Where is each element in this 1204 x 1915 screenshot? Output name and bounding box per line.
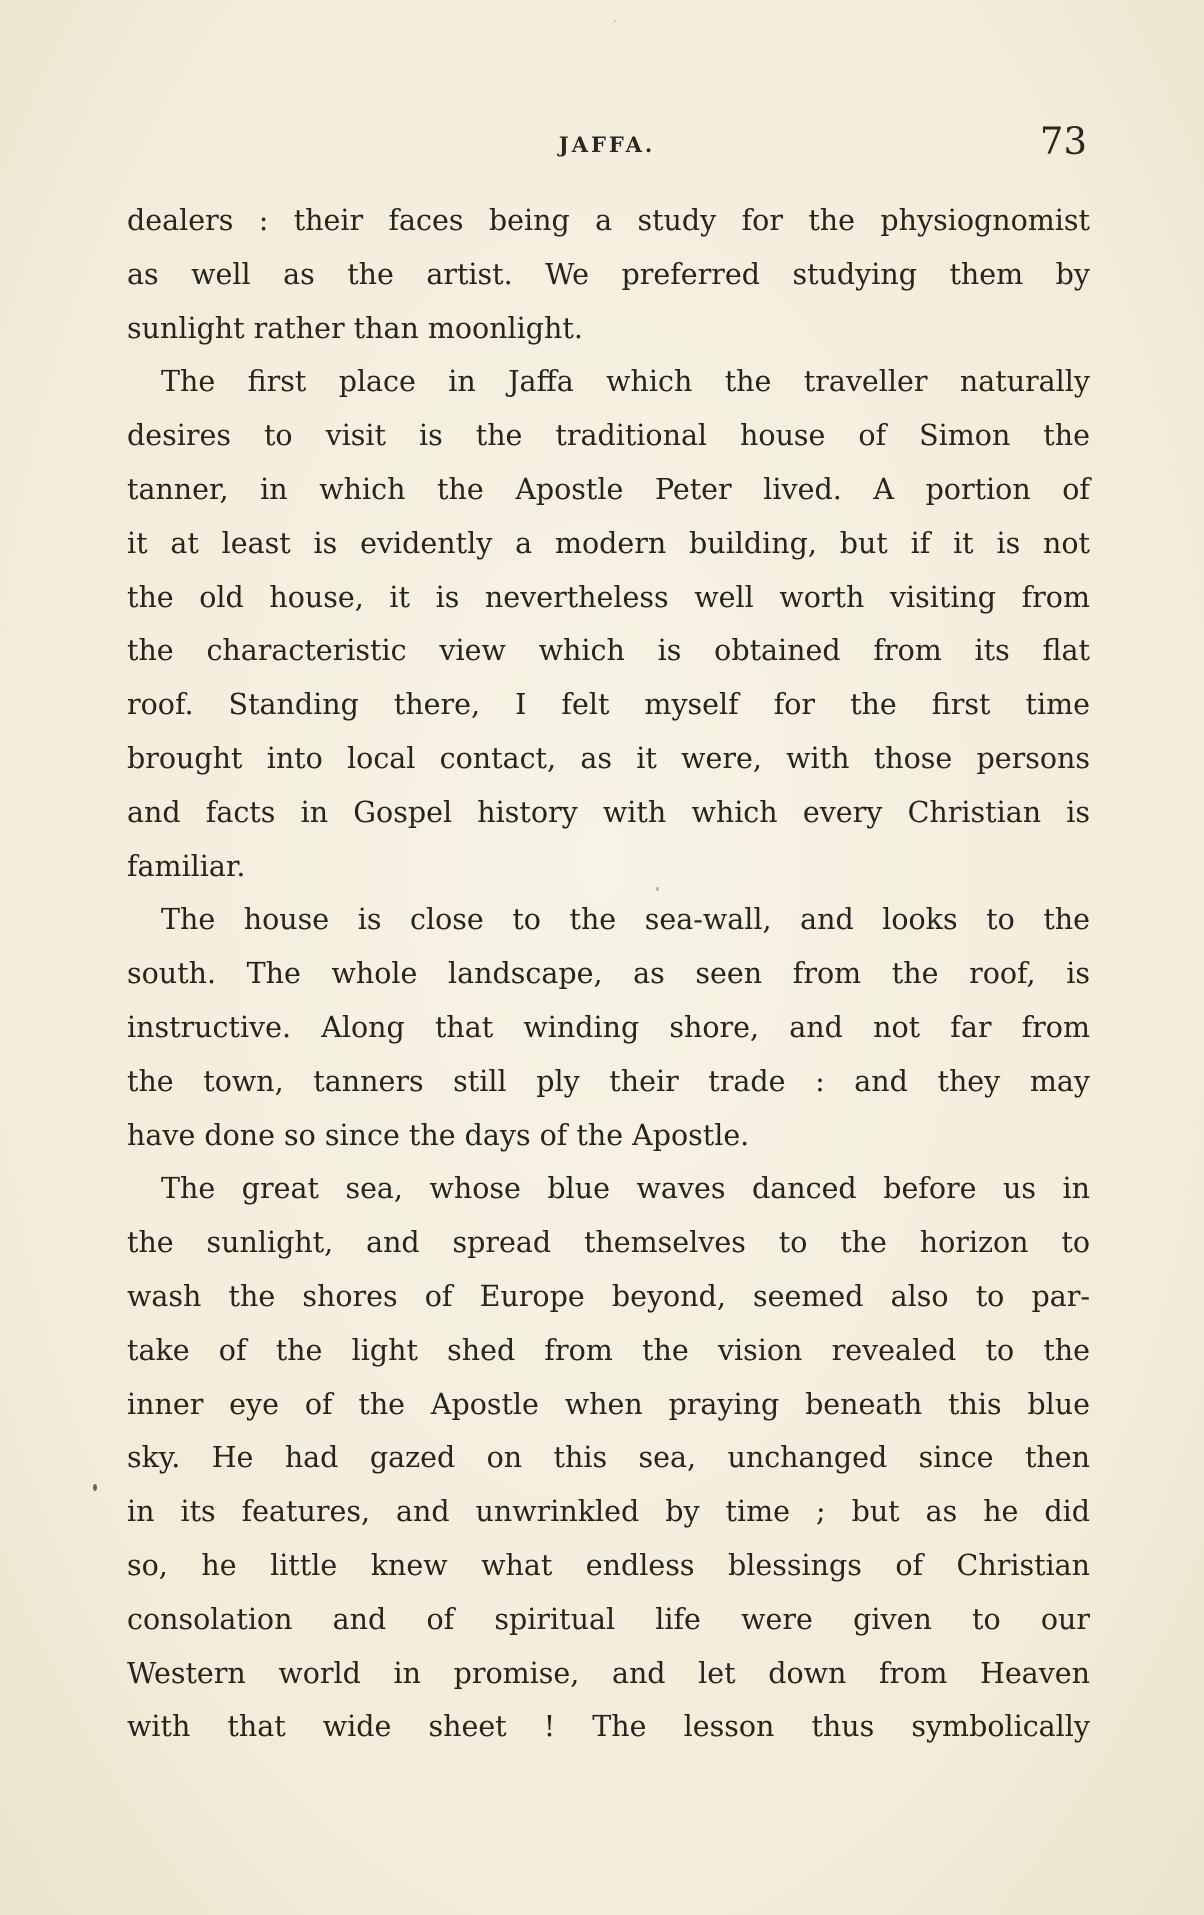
- text-line: sunlight rather than moonlight.: [127, 311, 583, 345]
- text-line: and facts in Gospel history with which every Christian is: [127, 795, 1090, 829]
- running-head: JAFFA.: [558, 132, 656, 157]
- text-line: the old house, it is nevertheless well worth visiting from: [127, 580, 1090, 614]
- text-line: tanner, in which the Apostle Peter lived. A portion of: [127, 472, 1090, 506]
- text-line: The first place in Jaffa which the traveller naturally: [161, 365, 1090, 399]
- paragraph-4: [127, 1162, 1090, 1754]
- text-line: so, he little knew what endless blessings of Christian: [127, 1548, 1090, 1582]
- paragraph-2: [127, 355, 1090, 893]
- paper-speck: [93, 1484, 97, 1491]
- paragraph-3: [127, 893, 1090, 1162]
- text-line: The house is close to the sea-wall, and looks to the: [161, 903, 1090, 937]
- page-header: [127, 120, 1087, 170]
- text-line: the town, tanners still ply their trade : and they may: [127, 1064, 1090, 1098]
- text-line: consolation and of spiritual life were given to our: [127, 1602, 1090, 1636]
- text-line: brought into local contact, as it were, with those persons: [127, 741, 1090, 775]
- text-line: the sunlight, and spread themselves to the horizon to: [127, 1226, 1090, 1260]
- text-line: with that wide sheet ! The lesson thus symbolically: [127, 1710, 1090, 1744]
- text-line: wash the shores of Europe beyond, seemed also to par-: [127, 1279, 1090, 1313]
- text-line: have done so since the days of the Apostle.: [127, 1118, 750, 1152]
- text-line: desires to visit is the traditional house of Simon the: [127, 419, 1090, 453]
- text-line: it at least is evidently a modern building, but if it is not: [127, 526, 1090, 560]
- text-line: Western world in promise, and let down from Heaven: [127, 1656, 1090, 1690]
- body-text: [127, 194, 1090, 1754]
- text-line: familiar.: [127, 849, 246, 883]
- text-line: instructive. Along that winding shore, and not far from: [127, 1010, 1090, 1044]
- text-line: south. The whole landscape, as seen from the roof, is: [127, 957, 1090, 991]
- paragraph-1: [127, 194, 1090, 355]
- text-line: sky. He had gazed on this sea, unchanged since then: [127, 1441, 1090, 1475]
- text-line: the characteristic view which is obtained from its flat: [127, 634, 1090, 668]
- text-line: inner eye of the Apostle when praying beneath this blue: [127, 1387, 1090, 1421]
- text-line: The great sea, whose blue waves danced before us in: [161, 1172, 1090, 1206]
- text-line: dealers : their faces being a study for the physiognomist: [127, 204, 1090, 237]
- text-line: as well as the artist. We preferred studying them by: [127, 257, 1090, 291]
- paper-speck: [656, 887, 659, 891]
- text-line: in its features, and unwrinkled by time ; but as he did: [127, 1495, 1090, 1529]
- text-line: roof. Standing there, I felt myself for the first time: [127, 688, 1090, 722]
- paper-speck: [614, 20, 616, 22]
- text-line: take of the light shed from the vision revealed to the: [127, 1333, 1090, 1367]
- page-number: 73: [1039, 120, 1087, 163]
